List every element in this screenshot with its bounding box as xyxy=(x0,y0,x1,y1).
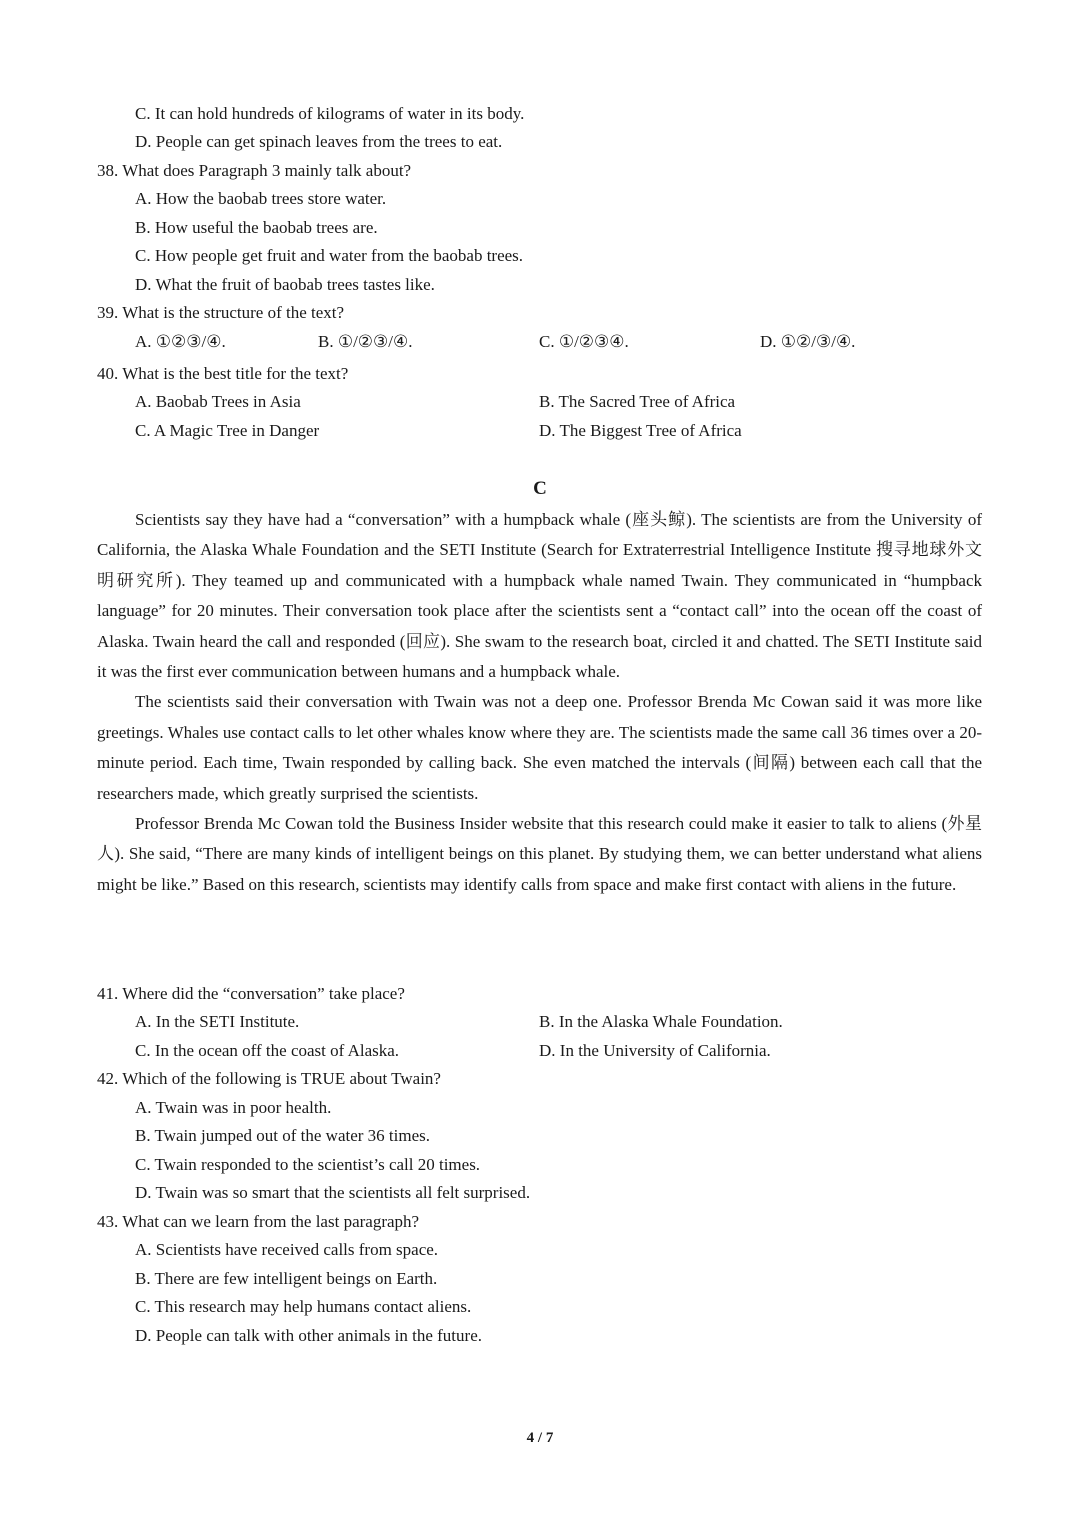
passage-paragraph-3: Professor Brenda Mc Cowan told the Business Insider website that this research could make it easier to talk to aliens (外星人). She said, “There are many kinds of intelligent beings on this planet. By studying them, we can better understand what aliens might be like.” Based on this research, scientists may identify calls from space and make first contact with aliens in the future. xyxy=(97,814,982,894)
q43-option-c: C. This research may help humans contact aliens. xyxy=(135,1297,472,1316)
q38-option-b: B. How useful the baobab trees are. xyxy=(135,218,378,237)
q40-stem: 40. What is the best title for the text? xyxy=(97,364,349,383)
passage-c xyxy=(97,505,982,900)
section-heading: C xyxy=(533,478,547,499)
q40-option-a: A. Baobab Trees in Asia xyxy=(135,392,301,411)
q41-stem: 41. Where did the “conversation” take place? xyxy=(97,984,405,1003)
q43-stem: 43. What can we learn from the last paragraph? xyxy=(97,1212,420,1231)
q42-option-b: B. Twain jumped out of the water 36 times. xyxy=(135,1126,431,1145)
q39-option-a: A. ①②③/④. xyxy=(135,332,226,351)
page-number: 4 / 7 xyxy=(526,1430,554,1446)
passage-paragraph-2: The scientists said their conversation with Twain was not a deep one. Professor Brenda Mc Cowan said it was more like greetings. Whales use contact calls to let other whales know where they are. The scientists made the same call 36 times over a 20-minute period. Each time, Twain responded by calling back. She even matched the intervals (间隔) between each call that the researchers made, which greatly surprised the scientists. xyxy=(97,692,982,803)
q37-option-d: D. People can get spinach leaves from the trees to eat. xyxy=(135,132,503,151)
q40-option-b: B. The Sacred Tree of Africa xyxy=(539,392,736,411)
q41-option-d: D. In the University of California. xyxy=(539,1041,771,1060)
q42-option-d: D. Twain was so smart that the scientists all felt surprised. xyxy=(135,1183,531,1202)
q40-option-d: D. The Biggest Tree of Africa xyxy=(539,421,742,440)
q42-option-a: A. Twain was in poor health. xyxy=(135,1098,332,1117)
q41-option-b: B. In the Alaska Whale Foundation. xyxy=(539,1012,783,1031)
q37-option-c: C. It can hold hundreds of kilograms of water in its body. xyxy=(135,104,525,123)
q38-option-d: D. What the fruit of baobab trees tastes like. xyxy=(135,275,435,294)
q40-option-c: C. A Magic Tree in Danger xyxy=(135,421,320,440)
q39-option-d: D. ①②/③/④. xyxy=(760,332,856,351)
q39-option-c: C. ①/②③④. xyxy=(539,332,629,351)
q42-option-c: C. Twain responded to the scientist’s call 20 times. xyxy=(135,1155,481,1174)
q38-option-c: C. How people get fruit and water from the baobab trees. xyxy=(135,246,524,265)
q41-option-c: C. In the ocean off the coast of Alaska. xyxy=(135,1041,400,1060)
q43-option-d: D. People can talk with other animals in the future. xyxy=(135,1326,482,1345)
q38-stem: 38. What does Paragraph 3 mainly talk about? xyxy=(97,161,412,180)
q43-option-b: B. There are few intelligent beings on Earth. xyxy=(135,1269,438,1288)
q42-stem: 42. Which of the following is TRUE about Twain? xyxy=(97,1069,441,1088)
q41-option-a: A. In the SETI Institute. xyxy=(135,1012,300,1031)
q39-stem: 39. What is the structure of the text? xyxy=(97,303,345,322)
q43-option-a: A. Scientists have received calls from space. xyxy=(135,1240,439,1259)
q39-option-b: B. ①/②③/④. xyxy=(318,332,413,351)
q38-option-a: A. How the baobab trees store water. xyxy=(135,189,387,208)
passage-paragraph-1: Scientists say they have had a “conversation” with a humpback whale (座头鲸). The scientists are from the University of California, the Alaska Whale Foundation and the SETI Institute (Search for Extraterrestrial Intelligence Institute 搜寻地球外文明研究所). They teamed up and communicated with a humpback whale named Twain. They communicated in “humpback language” for 20 minutes. Their conversation took place after the scientists sent a “contact call” into the ocean off the coast of Alaska. Twain heard the call and responded (回应). She swam to the research boat, circled it and chatted. The SETI Institute said it was the first ever communication between humans and a humpback whale. xyxy=(97,510,982,682)
